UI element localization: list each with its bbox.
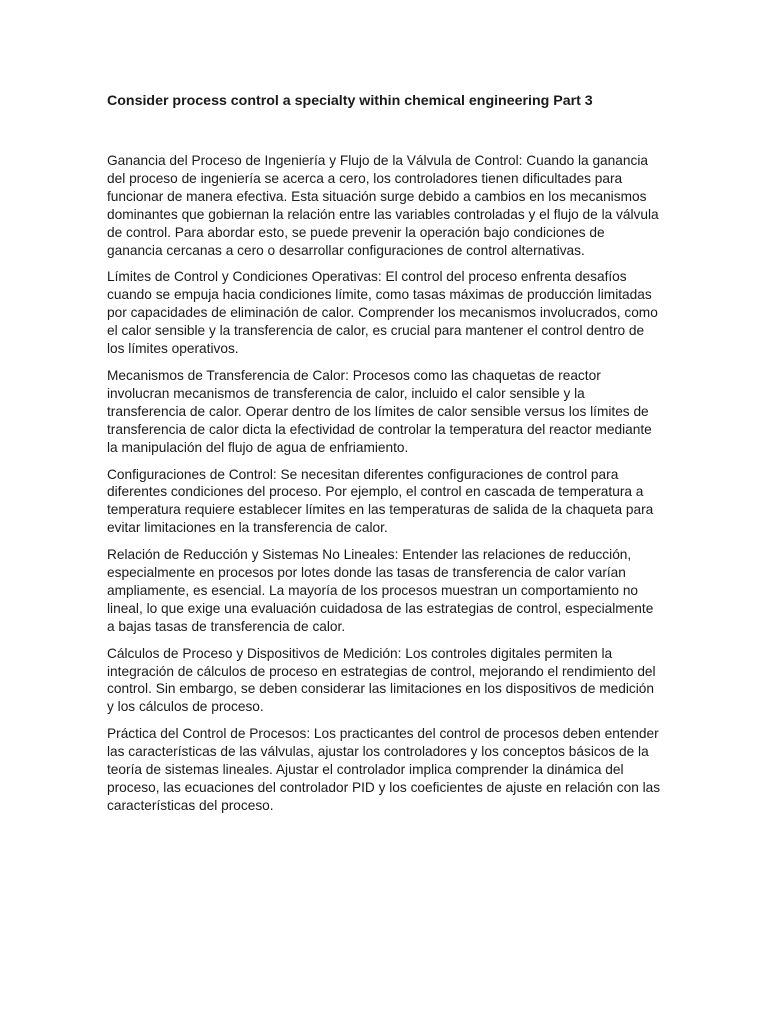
paragraph-control-configurations: Configuraciones de Control: Se necesitan diferentes configuraciones de control para diferentes condiciones del proceso. Por ejemplo, el control en cascada de temperatura a temperatura requiere establecer límites en las temperaturas de salida de la chaqueta para evitar limitaciones en la transferencia de calor. — [107, 466, 654, 536]
document-body — [107, 152, 663, 815]
document-title: Consider process control a specialty within chemical engineering Part 3 — [107, 93, 593, 109]
document-page — [107, 91, 663, 824]
paragraph-engineering-process-gain: Ganancia del Proceso de Ingeniería y Flujo de la Válvula de Control: Cuando la ganancia del proceso de ingeniería se acerca a cero, los controladores tienen dificultades para funcionar de manera efectiva. Esta situación surge debido a cambios en los mecanismos dominantes que gobiernan la relación entre las variables controladas y el flujo de la válvula de control. Para abordar esto, se puede prevenir la operación bajo condiciones de ganancia cercanas a cero o desarrollar configuraciones de control alternativas. — [107, 153, 659, 258]
paragraph-control-limits: Límites de Control y Condiciones Operativas: El control del proceso enfrenta desafíos cuando se empuja hacia condiciones límite, como tasas máximas de producción limitadas por capacidades de eliminación de calor. Comprender los mecanismos involucrados, como el calor sensible y la transferencia de calor, es crucial para mantener el control dentro de los límites operativos. — [107, 269, 658, 357]
paragraph-heat-transfer-mechanisms: Mecanismos de Transferencia de Calor: Procesos como las chaquetas de reactor involucran mecanismos de transferencia de calor, incluido el calor sensible y la transferencia de calor. Operar dentro de los límites de calor sensible versus los límites de transferencia de calor dicta la efectividad de controlar la temperatura del reactor mediante la manipulación del flujo de agua de enfriamiento. — [107, 367, 652, 455]
paragraph-process-control-practice: Práctica del Control de Procesos: Los practicantes del control de procesos deben entender las características de las válvulas, ajustar los controladores y los conceptos básicos de la teoría de sistemas lineales. Ajustar el controlador implica comprender la dinámica del proceso, las ecuaciones del controlador PID y los coeficientes de ajuste en relación con las características del proceso. — [107, 726, 661, 813]
paragraph-turndown-ratio: Relación de Reducción y Sistemas No Lineales: Entender las relaciones de reducción, especialmente en procesos por lotes donde las tasas de transferencia de calor varían ampliamente, es esencial. La mayoría de los procesos muestran un comportamiento no lineal, lo que exige una evaluación cuidadosa de las estrategias de control, especialmente a bajas tasas de transferencia de calor. — [107, 547, 654, 634]
paragraph-process-calculations: Cálculos de Proceso y Dispositivos de Medición: Los controles digitales permiten la integración de cálculos de proceso en estrategias de control, mejorando el rendimiento del control. Sin embargo, se deben considerar las limitaciones en los dispositivos de medición y los cálculos de proceso. — [107, 645, 656, 715]
